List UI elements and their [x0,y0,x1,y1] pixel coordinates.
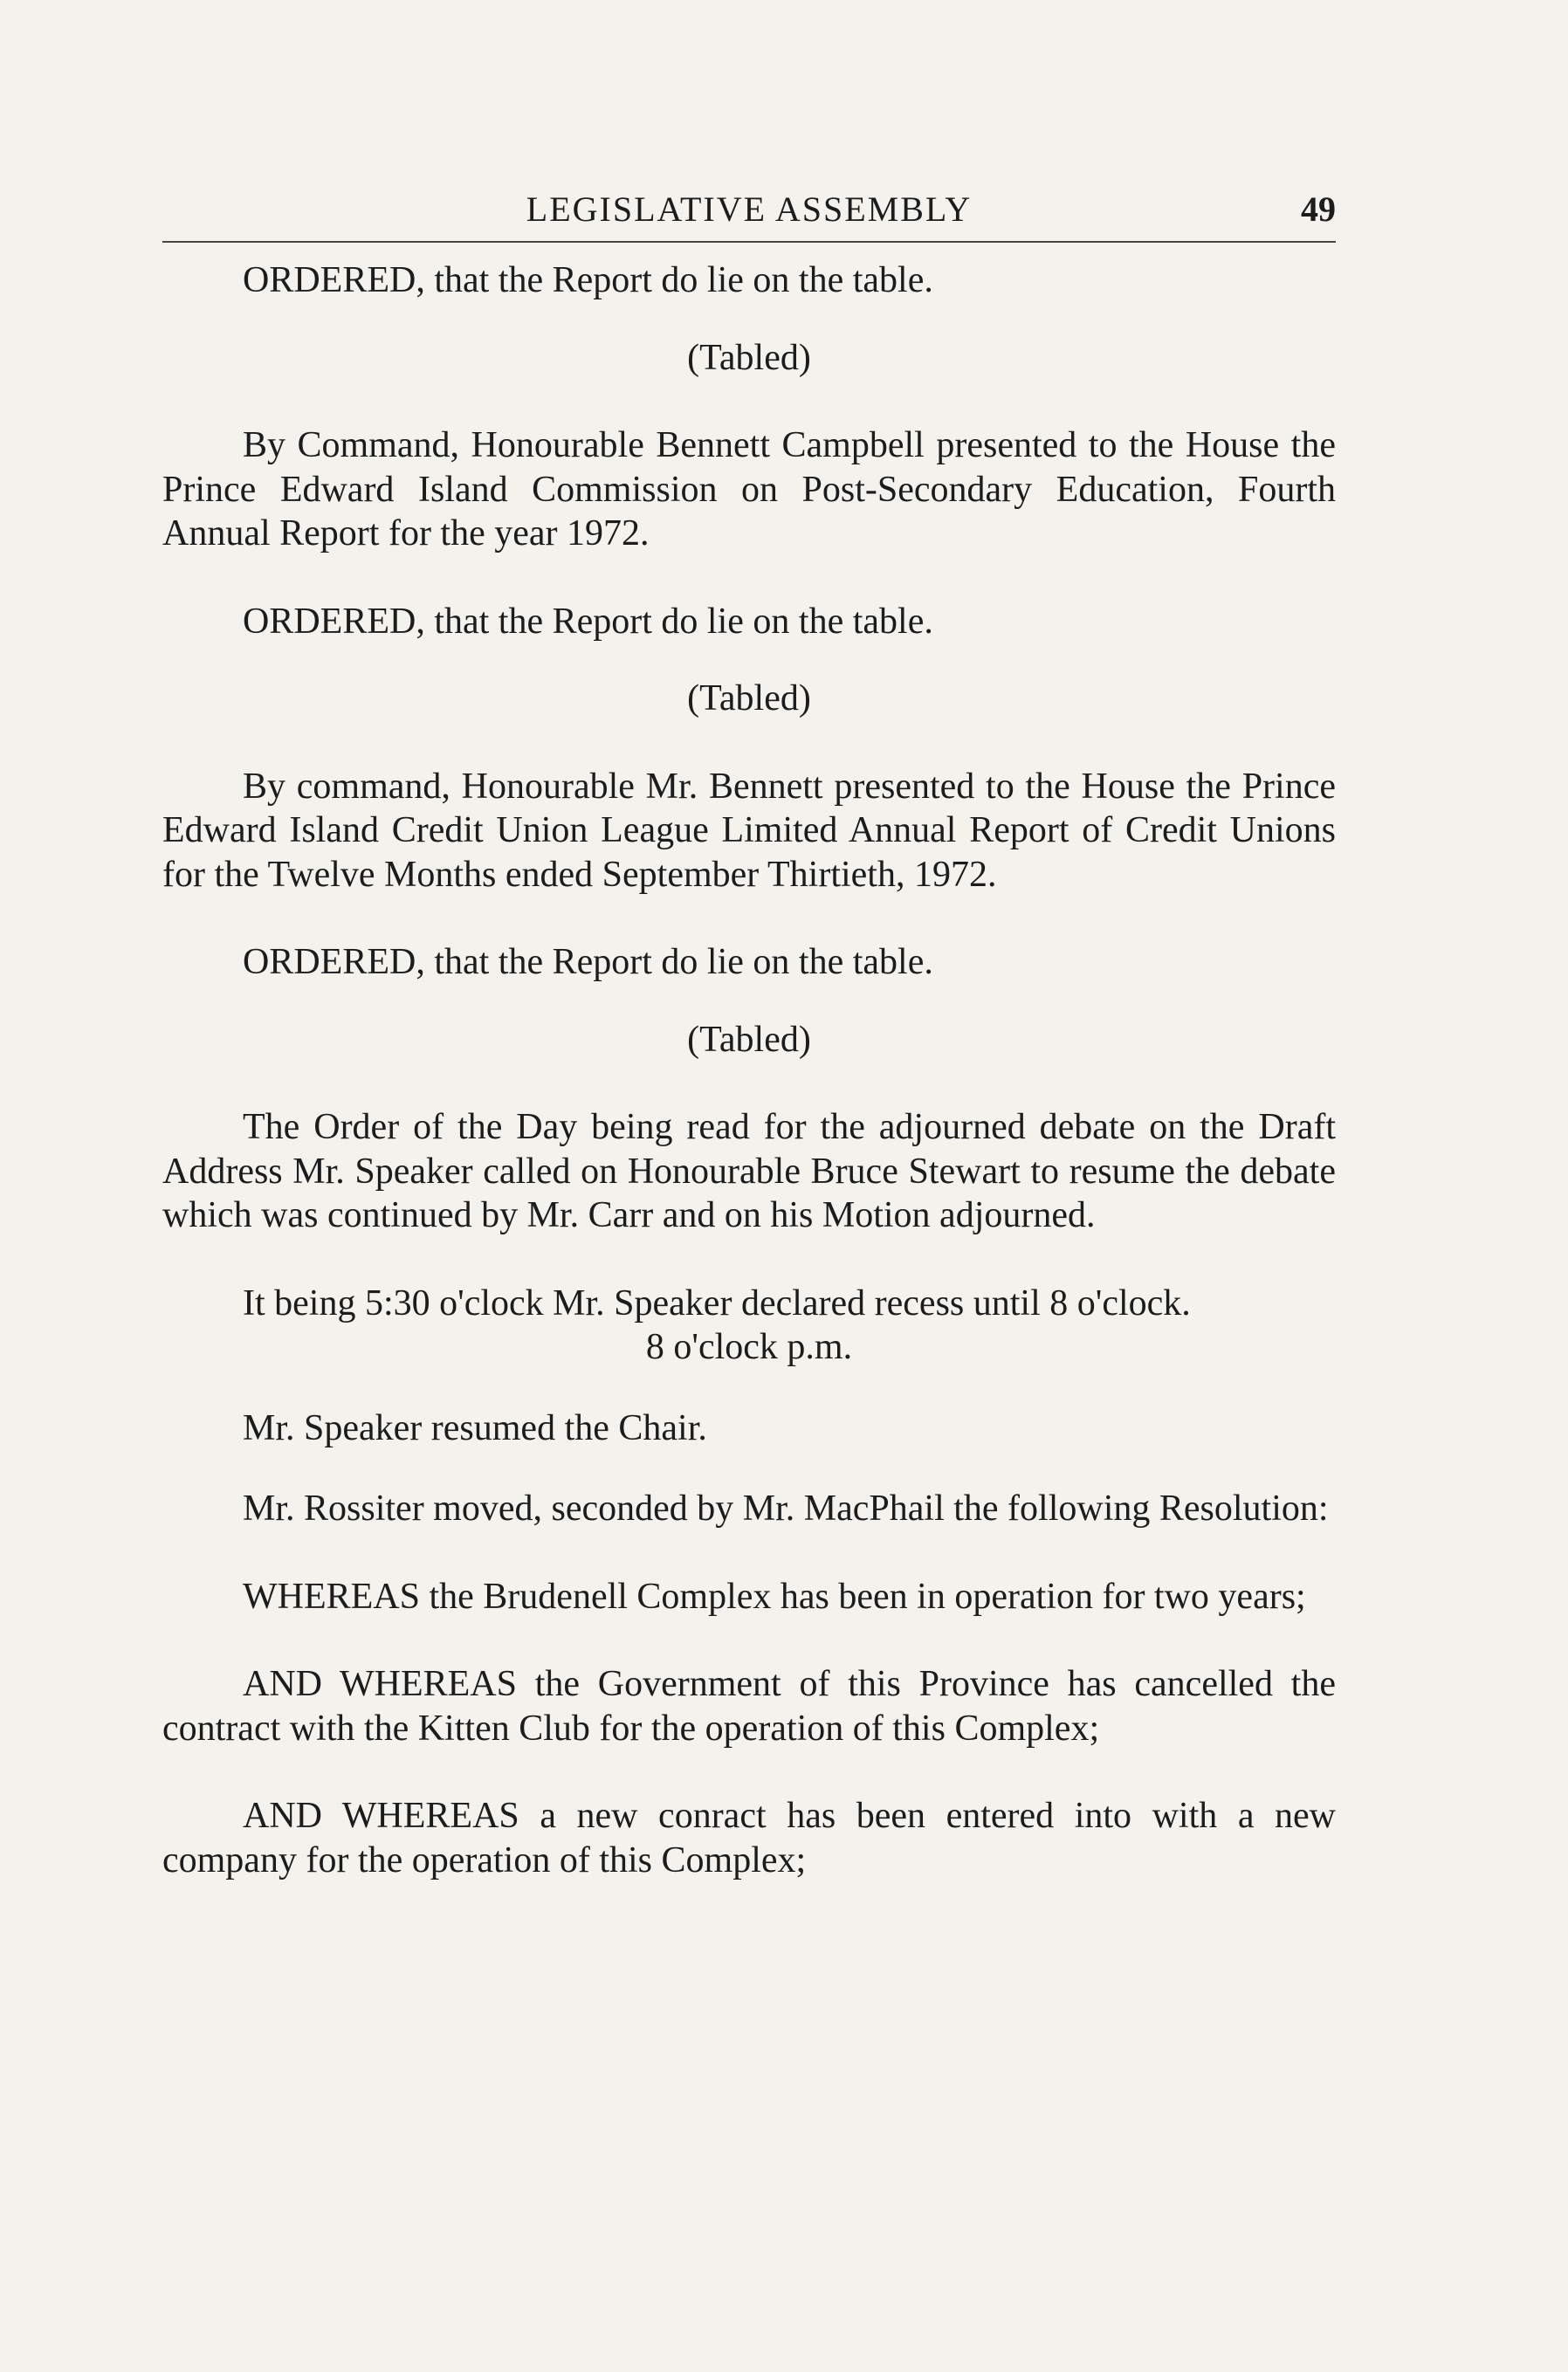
tabled-note-1: (Tabled) [687,337,811,378]
page-number: 49 [1301,189,1336,229]
paragraph-ordered-3: ORDERED, that the Report do lie on the table. [243,942,933,982]
time-heading: 8 o'clock p.m. [645,1327,853,1367]
paragraph-speaker-resumed: Mr. Speaker resumed the Chair. [243,1407,707,1448]
paragraph-bennett-report: By command, Honourable Mr. Bennett presented to the House the Prince Edward Island Credit Union League Limited Annual Report of Credit Unions for the Twelve Months ended September Thirtieth, 1972. [162,766,1336,895]
running-head: LEGISLATIVE ASSEMBLY [526,189,973,229]
tabled-note-2: (Tabled) [687,678,811,718]
page-body [162,258,1336,1882]
paragraph-ordered-1: ORDERED, that the Report do lie on the table. [243,260,933,300]
paragraph-order-of-day: The Order of the Day being read for the adjourned debate on the Draft Address Mr. Speaker called on Honourable Bruce Stewart to resume the debate which was continued by Mr. Carr and on his Motion adjourned. [162,1107,1336,1235]
paragraph-whereas-3: AND WHEREAS a new conract has been entered into with a new company for the operation of this Complex; [162,1796,1336,1880]
paragraph-ordered-2: ORDERED, that the Report do lie on the table. [243,601,933,642]
paragraph-whereas-1: WHEREAS the Brudenell Complex has been in operation for two years; [243,1576,1306,1617]
page-header [162,180,1336,243]
paragraph-recess: It being 5:30 o'clock Mr. Speaker declared recess until 8 o'clock. [243,1282,1191,1324]
paragraph-campbell-report: By Command, Honourable Bennett Campbell presented to the House the Prince Edward Island Commission on Post-Secondary Education, Fourth Annual Report for the year 1972. [162,425,1336,553]
tabled-note-3: (Tabled) [687,1019,811,1060]
paragraph-whereas-2: AND WHEREAS the Government of this Province has cancelled the contract with the Kitten Club for the operation of this Complex; [162,1664,1336,1749]
paragraph-rossiter-motion: Mr. Rossiter moved, seconded by Mr. MacPhail the following Resolution: [243,1489,1329,1529]
